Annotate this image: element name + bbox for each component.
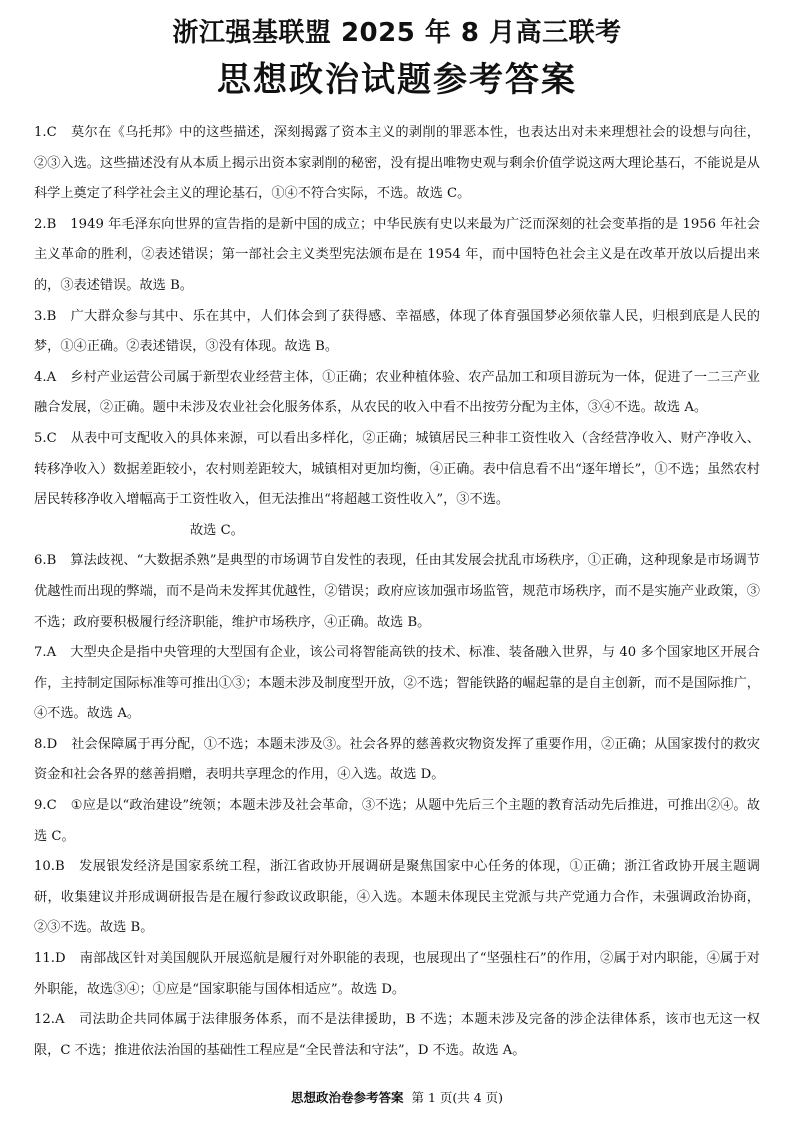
answer-item-8 <box>34 730 760 791</box>
answer-item-12 <box>34 1005 760 1066</box>
answer-choice: A <box>46 369 57 385</box>
question-number: 1. <box>34 125 47 140</box>
answer-item-9 <box>34 791 760 852</box>
answer-choice: C <box>46 798 57 814</box>
question-number: 5. <box>34 430 47 446</box>
answer-item-11 <box>34 944 760 1005</box>
answer-item-7 <box>34 638 760 730</box>
page-footer <box>0 1088 794 1106</box>
answer-explanation: ①应是以“政治建设”统领；本题未涉及社会革命，③不选；从题中先后三个主题的教育活动先后推进，可推出②④。故选 C。 <box>34 798 760 844</box>
answer-item-5 <box>34 424 760 546</box>
answer-explanation: 社会保障属于再分配，①不选；本题未涉及③。社会各界的慈善救灾物资发挥了重要作用，②正确；从国家拨付的救灾资金和社会各界的慈善捐赠，表明共享理念的作用，④入选。故选 D。 <box>34 736 760 783</box>
answer-conclusion: 故选 C。 <box>190 522 244 538</box>
exam-title: 浙江强基联盟 2025 年 8 月高三联考 <box>172 18 622 48</box>
footer-label: 思想政治卷参考答案 <box>290 1090 404 1105</box>
question-number: 11. <box>34 951 55 967</box>
answer-choice: A <box>54 1012 65 1028</box>
question-number: 9. <box>34 798 47 814</box>
answer-choice: C <box>46 430 57 446</box>
answer-explanation: 1949 年毛泽东向世界的宣告指的是新中国的成立；中华民族有史以来最为广泛而深刻的社会变革指的是 1956 年社会主义革命的胜利，②表述错误；第一部社会主义类型宪法颁布是在 1954 年，而中国特色社会主义是在改革开放以后提出来的，③表述错误。故选 B。 <box>34 216 760 293</box>
answer-item-10 <box>34 852 760 944</box>
answer-explanation: 莫尔在《乌托邦》中的这些描述，深刻揭露了资本主义的剥削的罪恶本性，也表达出对未来理想社会的设想与向往，②③入选。这些描述没有从本质上揭示出资本家剥削的秘密，没有提出唯物史观与剩余价值学说这两大理论基石，不能说是从科学上奠定了科学社会主义的理论基石，①④不符合实际，不选。故选 C。 <box>34 125 760 202</box>
answer-key-title: 思想政治试题参考答案 <box>217 60 577 100</box>
answer-choice: B <box>46 216 57 232</box>
answer-item-1 <box>34 118 760 210</box>
answer-explanation: 算法歧视、“大数据杀熟”是典型的市场调节自发性的表现，任由其发展会扰乱市场秩序，①正确，这种现象是市场调节优越性而出现的弊端，而不是尚未发挥其优越性，②错误；政府应该加强市场监管，规范市场秩序，而不是实施产业政策，③不选；政府要积极履行经济职能，维护市场秩序，④正确。故选 B。 <box>34 553 760 630</box>
answer-choice: B <box>46 553 57 569</box>
page-number: 第 1 页(共 4 页) <box>411 1090 504 1105</box>
answer-item-3 <box>34 302 760 363</box>
answer-item-4 <box>34 363 760 424</box>
answer-explanation: 乡村产业运营公司属于新型农业经营主体，①正确；农业种植体验、农产品加工和项目游玩为一体，促进了一二三产业融合发展，②正确。题中未涉及农业社会化服务体系，从农民的收入中看不出按劳分配为主体，③④不选。故选 A。 <box>34 369 760 416</box>
answer-item-2 <box>34 210 760 302</box>
answer-choice: C <box>46 125 57 140</box>
answer-choice: B <box>54 859 65 875</box>
answer-explanation: 广大群众参与其中、乐在其中，人们体会到了获得感、幸福感，体现了体育强国梦必须依靠人民，归根到底是人民的梦，①④正确。②表述错误，③没有体现。故选 B。 <box>34 308 760 355</box>
question-number: 8. <box>34 736 47 752</box>
answer-item-6 <box>34 546 760 638</box>
answer-explanation: 司法助企共同体属于法律服务体系，而不是法律援助，B 不选；本题未涉及完备的涉企法律体系，该市也无这一权限，C 不选；推进依法治国的基础性工程应是“全民普法和守法”，D 不选。故选 A。 <box>34 1012 760 1058</box>
question-number: 6. <box>34 553 47 569</box>
answer-explanation: 发展银发经济是国家系统工程，浙江省政协开展调研是聚焦国家中心任务的体现，①正确；浙江省政协开展主题调研，收集建议并形成调研报告是在履行参政议政职能，④入选。本题未体现民主党派与共产党通力合作，未强调政治协商，②③不选。故选 B。 <box>34 859 760 936</box>
answer-explanation: 大型央企是指中央管理的大型国有企业，该公司将智能高铁的技术、标准、装备融入世界，与 40 多个国家地区开展合作，主持制定国际标准等可推出①③；本题未涉及制度型开放，②不选；智能铁路的崛起靠的是自主创新，而不是国际推广，④不选。故选 A。 <box>34 645 760 722</box>
question-number: 7. <box>34 645 47 661</box>
question-number: 10. <box>34 859 55 875</box>
question-number: 4. <box>34 369 47 385</box>
answer-choice: A <box>46 645 57 661</box>
answer-explanation: 南部战区针对美国舰队开展巡航是履行对外职能的表现，也展现出了“坚强柱石”的作用，②属于对内职能，④属于对外职能，故选③④；①应是“国家职能与国体相适应”。故选 D。 <box>34 951 760 997</box>
question-number: 2. <box>34 216 47 232</box>
answer-explanation: 从表中可支配收入的具体来源，可以看出多样化，②正确；城镇居民三种非工资性收入（含经营净收入、财产净收入、转移净收入）数据差距较小，农村则差距较大，城镇相对更加均衡，④正确。表中信息看不出“逐年增长”，①不选；虽然农村居民转移净收入增幅高于工资性收入，但无法推出“将超越工资性收入”，③不选。 <box>34 430 760 508</box>
answer-list <box>34 118 760 1066</box>
answer-choice: B <box>46 308 57 324</box>
answer-choice: D <box>54 951 66 967</box>
question-number: 12. <box>34 1012 55 1028</box>
answer-choice: D <box>46 736 58 752</box>
question-number: 3. <box>34 308 47 324</box>
